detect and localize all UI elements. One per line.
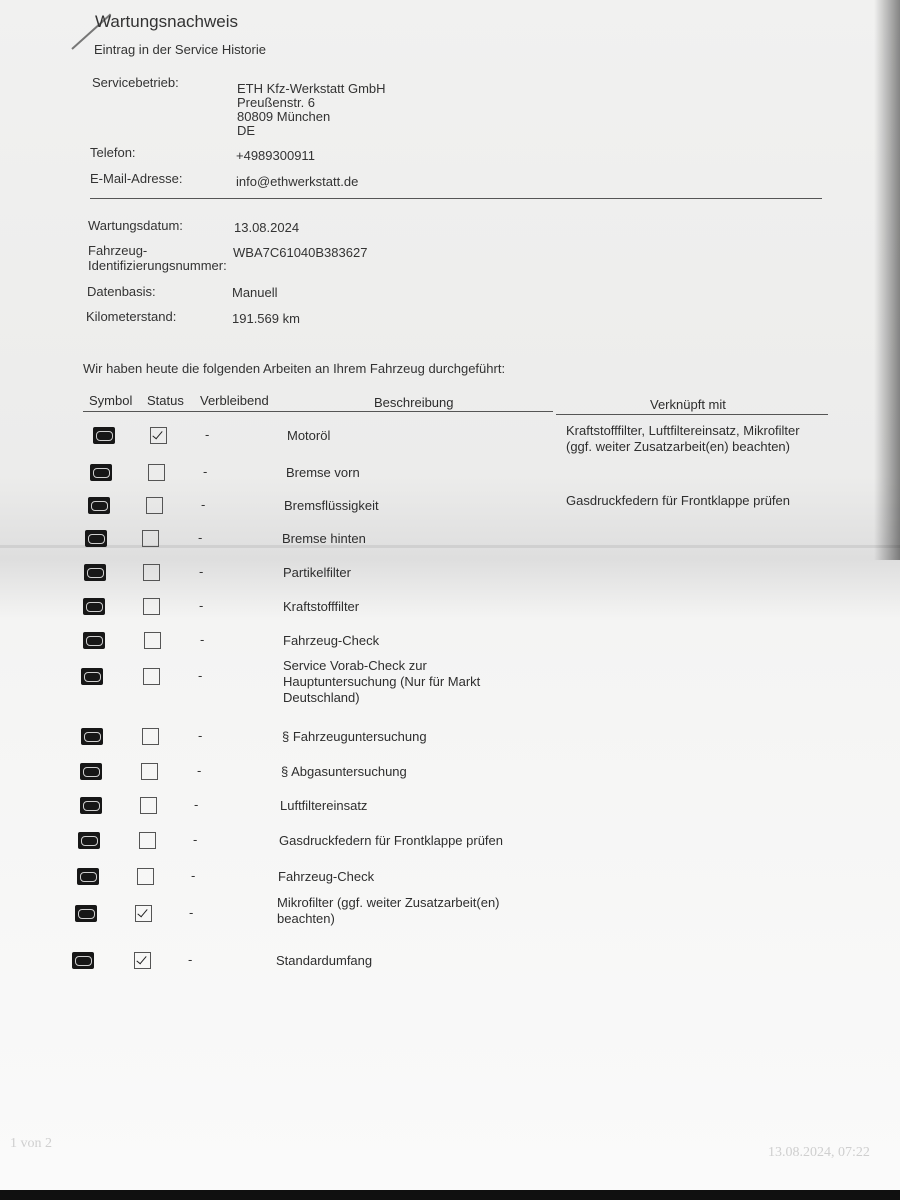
- page-number: 1 von 2: [10, 1136, 52, 1151]
- car-icon: [72, 952, 94, 969]
- basis-label: Datenbasis:: [87, 284, 156, 299]
- page-subtitle: Eintrag in der Service Historie: [94, 42, 266, 57]
- status-checkbox: [142, 728, 159, 745]
- status-checkbox: [134, 952, 151, 969]
- remaining-value: -: [194, 797, 199, 812]
- remaining-value: -: [188, 952, 193, 967]
- status-checkbox: [142, 530, 159, 547]
- vehicle-check-icon: [83, 632, 105, 649]
- header-description: Beschreibung: [374, 395, 454, 410]
- linked-text: Kraftstofffilter, Luftfiltereinsatz, Mikrofilter: [566, 423, 800, 438]
- vin-label-line1: Fahrzeug-: [88, 243, 148, 258]
- workshop-label: Servicebetrieb:: [92, 75, 179, 90]
- description-text: Luftfiltereinsatz: [280, 798, 368, 813]
- basis-value: Manuell: [232, 285, 278, 300]
- description-text: beachten): [277, 911, 335, 926]
- workshop-city: 80809 München: [237, 109, 331, 124]
- description-text: Mikrofilter (ggf. weiter Zusatzarbeit(en): [277, 895, 500, 910]
- emission-test-icon: [80, 763, 102, 780]
- status-checkbox: [143, 564, 160, 581]
- vin-label-line2: Identifizierungsnummer:: [88, 258, 227, 273]
- header-status: Status: [147, 393, 184, 408]
- header-linked: Verknüpft mit: [650, 397, 726, 412]
- description-text: Fahrzeug-Check: [278, 869, 375, 884]
- workshop-name: ETH Kfz-Werkstatt GmbH: [237, 81, 386, 96]
- phone-label: Telefon:: [90, 145, 136, 160]
- precheck-icon: [81, 668, 103, 685]
- date-label: Wartungsdatum:: [88, 218, 183, 233]
- remaining-value: -: [201, 497, 206, 512]
- email-value: info@ethwerkstatt.de: [236, 174, 359, 189]
- intro-text: Wir haben heute die folgenden Arbeiten an Ihrem Fahrzeug durchgeführt:: [83, 361, 506, 376]
- description-text: Bremse hinten: [282, 531, 366, 546]
- linked-text: (ggf. weiter Zusatzarbeit(en) beachten): [566, 439, 790, 454]
- inspection-icon: [81, 728, 103, 745]
- email-label: E-Mail-Adresse:: [90, 171, 183, 186]
- remaining-value: -: [193, 832, 198, 847]
- remaining-value: -: [199, 598, 204, 613]
- description-text: Gasdruckfedern für Frontklappe prüfen: [279, 833, 504, 848]
- paper-fold: [0, 545, 900, 548]
- status-checkbox: [148, 464, 165, 481]
- remaining-value: -: [200, 632, 205, 647]
- table-header-rule: [83, 411, 553, 412]
- description-text: Standardumfang: [276, 953, 373, 968]
- remaining-value: -: [205, 427, 210, 442]
- remaining-value: -: [199, 564, 204, 579]
- status-checkbox: [144, 632, 161, 649]
- particle-filter-icon: [84, 564, 106, 581]
- paper-edge-shadow: [874, 0, 900, 560]
- remaining-value: -: [203, 464, 208, 479]
- description-text: Kraftstofffilter: [283, 599, 360, 614]
- description-text: § Abgasuntersuchung: [281, 764, 407, 779]
- status-checkbox: [141, 763, 158, 780]
- status-checkbox: [150, 427, 167, 444]
- remaining-value: -: [189, 905, 194, 920]
- header-symbol: Symbol: [89, 393, 133, 408]
- oil-can-icon: [93, 427, 115, 444]
- status-checkbox: [135, 905, 152, 922]
- microfilter-icon: [75, 905, 97, 922]
- air-filter-icon: [80, 797, 102, 814]
- brake-fluid-icon: [88, 497, 110, 514]
- description-text: Fahrzeug-Check: [283, 633, 380, 648]
- status-checkbox: [143, 598, 160, 615]
- description-text: Deutschland): [283, 690, 360, 705]
- header-remaining: Verbleibend: [200, 393, 269, 408]
- status-checkbox: [146, 497, 163, 514]
- remaining-value: -: [191, 868, 196, 883]
- description-text: Partikelfilter: [283, 565, 351, 580]
- brake-front-icon: [90, 464, 112, 481]
- remaining-value: -: [198, 728, 203, 743]
- km-value: 191.569 km: [232, 311, 300, 326]
- tools-icon: [78, 832, 100, 849]
- print-timestamp: 13.08.2024, 07:22: [768, 1145, 870, 1160]
- remaining-value: -: [197, 763, 202, 778]
- date-value: 13.08.2024: [234, 220, 300, 235]
- status-checkbox: [140, 797, 157, 814]
- table-header-rule-right: [556, 414, 828, 415]
- remaining-value: -: [198, 530, 203, 545]
- km-label: Kilometerstand:: [86, 309, 177, 324]
- description-text: Bremse vorn: [286, 465, 360, 480]
- remaining-value: -: [198, 668, 203, 683]
- page-title: Wartungsnachweis: [95, 12, 238, 31]
- description-text: Motoröl: [287, 428, 331, 443]
- brake-rear-icon: [85, 530, 107, 547]
- linked-text: Gasdruckfedern für Frontklappe prüfen: [566, 493, 791, 508]
- status-checkbox: [139, 832, 156, 849]
- description-text: Bremsflüssigkeit: [284, 498, 379, 513]
- description-text: Hauptuntersuchung (Nur für Markt: [283, 674, 481, 689]
- description-text: Service Vorab-Check zur: [283, 658, 427, 673]
- description-text: § Fahrzeuguntersuchung: [282, 729, 427, 744]
- section-divider: [90, 198, 822, 199]
- workshop-country: DE: [237, 123, 256, 138]
- phone-value: +4989300911: [236, 148, 315, 163]
- fuel-filter-icon: [83, 598, 105, 615]
- vin-value: WBA7C61040B383627: [233, 245, 368, 260]
- workshop-street: Preußenstr. 6: [237, 95, 316, 110]
- status-checkbox: [137, 868, 154, 885]
- status-checkbox: [143, 668, 160, 685]
- vehicle-check-icon: [77, 868, 99, 885]
